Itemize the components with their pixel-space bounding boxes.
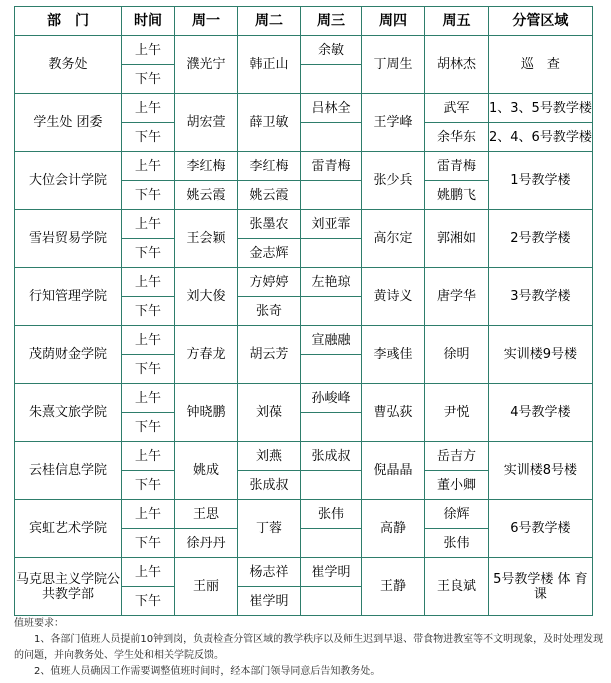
mon-cell: 濮光宁: [175, 36, 238, 94]
mon-cell: 胡宏萱: [175, 94, 238, 152]
wed-am-cell: 雷青梅: [301, 152, 362, 181]
mon-cell: 刘大俊: [175, 268, 238, 326]
mon-pm-cell: 徐丹丹: [175, 529, 238, 558]
time-pm: 下午: [122, 355, 175, 384]
time-pm: 下午: [122, 123, 175, 152]
time-am: 上午: [122, 500, 175, 529]
dept-name: 宾虹艺术学院: [15, 500, 122, 558]
tue-pm-cell: 姚云霞: [238, 181, 301, 210]
dept-name: 雪岩贸易学院: [15, 210, 122, 268]
time-pm: 下午: [122, 529, 175, 558]
time-am: 上午: [122, 442, 175, 471]
dept-name: 教务处: [15, 36, 122, 94]
time-am: 上午: [122, 36, 175, 65]
time-am: 上午: [122, 384, 175, 413]
wed-am-cell: 左艳琼: [301, 268, 362, 297]
time-am: 上午: [122, 326, 175, 355]
fri-am-cell: 徐辉: [425, 500, 489, 529]
tue-cell: 刘葆: [238, 384, 301, 442]
notes-title: 值班要求：: [14, 618, 64, 629]
tue-am-cell: 杨志祥: [238, 558, 301, 587]
dept-name: 马克思主义学院公共教学部: [15, 558, 122, 616]
time-pm: 下午: [122, 471, 175, 500]
time-am: 上午: [122, 94, 175, 123]
header-thu: 周四: [362, 7, 425, 36]
thu-cell: 丁周生: [362, 36, 425, 94]
wed-pm-cell: [301, 65, 362, 94]
mon-cell: 王丽: [175, 558, 238, 616]
time-am: 上午: [122, 210, 175, 239]
tue-am-cell: 张墨农: [238, 210, 301, 239]
wed-am-cell: 余敏: [301, 36, 362, 65]
wed-pm-cell: [301, 471, 362, 500]
fri-pm-cell: 姚鹏飞: [425, 181, 489, 210]
tue-am-cell: 方婷婷: [238, 268, 301, 297]
area-cell: 5号教学楼 体 育 课: [489, 558, 593, 616]
dept-name: 学生处 团委: [15, 94, 122, 152]
table-row: [15, 36, 593, 65]
fri-pm-cell: 张伟: [425, 529, 489, 558]
wed-pm-cell: [301, 239, 362, 268]
thu-cell: 王静: [362, 558, 425, 616]
table-row: [15, 152, 593, 181]
tue-cell: 薛卫敏: [238, 94, 301, 152]
fri-cell: 胡林杰: [425, 36, 489, 94]
wed-am-cell: 刘亚霏: [301, 210, 362, 239]
time-pm: 下午: [122, 297, 175, 326]
area-cell: 实训楼9号楼: [489, 326, 593, 384]
time-am: 上午: [122, 152, 175, 181]
notes-item-2: 2、值班人员确因工作需要调整值班时间时，经本部门领导同意后告知教务处。: [34, 666, 381, 677]
header-mon: 周一: [175, 7, 238, 36]
time-pm: 下午: [122, 413, 175, 442]
mon-cell: 姚成: [175, 442, 238, 500]
table-row: [15, 558, 593, 587]
area-cell: 1号教学楼: [489, 152, 593, 210]
fri-cell: 唐学华: [425, 268, 489, 326]
wed-am-cell: 张成叔: [301, 442, 362, 471]
thu-cell: 倪晶晶: [362, 442, 425, 500]
fri-cell: 郭湘如: [425, 210, 489, 268]
header-wed: 周三: [301, 7, 362, 36]
thu-cell: 高尔定: [362, 210, 425, 268]
dept-name: 行知管理学院: [15, 268, 122, 326]
time-pm: 下午: [122, 239, 175, 268]
fri-am-cell: 岳吉方: [425, 442, 489, 471]
wed-pm-cell: [301, 297, 362, 326]
time-pm: 下午: [122, 65, 175, 94]
fri-pm-cell: 余华东: [425, 123, 489, 152]
mon-am-cell: 王思: [175, 500, 238, 529]
table-row: [15, 500, 593, 529]
wed-pm-cell: [301, 123, 362, 152]
thu-cell: 曹弘荻: [362, 384, 425, 442]
dept-name: 大位会计学院: [15, 152, 122, 210]
area-cell: 3号教学楼: [489, 268, 593, 326]
mon-pm-cell: 姚云霞: [175, 181, 238, 210]
fri-cell: 王良斌: [425, 558, 489, 616]
wed-am-cell: 张伟: [301, 500, 362, 529]
thu-cell: 黄诗义: [362, 268, 425, 326]
tue-am-cell: 刘燕: [238, 442, 301, 471]
time-pm: 下午: [122, 181, 175, 210]
header-row: [15, 7, 593, 36]
time-am: 上午: [122, 268, 175, 297]
tue-am-cell: 李红梅: [238, 152, 301, 181]
wed-pm-cell: [301, 181, 362, 210]
area-cell: 2号教学楼: [489, 210, 593, 268]
dept-name: 朱熹文旅学院: [15, 384, 122, 442]
fri-pm-cell: 董小卿: [425, 471, 489, 500]
tue-cell: 丁蓉: [238, 500, 301, 558]
area-cell: 4号教学楼: [489, 384, 593, 442]
tue-pm-cell: 金志辉: [238, 239, 301, 268]
tue-cell: 韩正山: [238, 36, 301, 94]
header-fri: 周五: [425, 7, 489, 36]
area-am-cell: 1、3、5号教学楼: [489, 94, 593, 123]
tue-pm-cell: 崔学明: [238, 587, 301, 616]
thu-cell: 张少兵: [362, 152, 425, 210]
thu-cell: 高静: [362, 500, 425, 558]
notes-item-1: 1、各部门值班人员提前10钟到岗，负责检查分管区域的教学秩序以及师生迟到早退、带食物进教室等不文明现象，及时处理发现的问题，并向教务处、学生处和相关学院反馈。: [14, 634, 604, 661]
header-area: 分管区域: [489, 7, 593, 36]
header-time: 时间: [122, 7, 175, 36]
mon-cell: 方春龙: [175, 326, 238, 384]
wed-pm-cell: [301, 413, 362, 442]
area-cell: 实训楼8号楼: [489, 442, 593, 500]
area-cell: 6号教学楼: [489, 500, 593, 558]
mon-am-cell: 李红梅: [175, 152, 238, 181]
wed-am-cell: 宣融融: [301, 326, 362, 355]
duty-table: [14, 6, 593, 616]
time-pm: 下午: [122, 587, 175, 616]
thu-cell: 王学峰: [362, 94, 425, 152]
dept-name: 云桂信息学院: [15, 442, 122, 500]
table-row: [15, 94, 593, 123]
table-row: [15, 210, 593, 239]
area-pm-cell: 2、4、6号教学楼: [489, 123, 593, 152]
tue-pm-cell: 张奇: [238, 297, 301, 326]
mon-cell: 钟晓鹏: [175, 384, 238, 442]
wed-pm-cell: [301, 587, 362, 616]
dept-name: 茂荫财金学院: [15, 326, 122, 384]
area-cell: 巡 查: [489, 36, 593, 94]
mon-cell: 王会颖: [175, 210, 238, 268]
wed-am-cell: 崔学明: [301, 558, 362, 587]
table-row: [15, 268, 593, 297]
thu-cell: 李彧佳: [362, 326, 425, 384]
fri-am-cell: 武军: [425, 94, 489, 123]
header-dept: 部 门: [15, 7, 122, 36]
table-row: [15, 326, 593, 355]
wed-pm-cell: [301, 355, 362, 384]
table-row: [15, 442, 593, 471]
duty-notes: [14, 616, 606, 680]
wed-pm-cell: [301, 529, 362, 558]
wed-am-cell: 孙峻峰: [301, 384, 362, 413]
fri-cell: 尹悦: [425, 384, 489, 442]
tue-pm-cell: 张成叔: [238, 471, 301, 500]
header-tue: 周二: [238, 7, 301, 36]
table-row: [15, 384, 593, 413]
tue-cell: 胡云芳: [238, 326, 301, 384]
wed-am-cell: 吕林全: [301, 94, 362, 123]
fri-cell: 徐明: [425, 326, 489, 384]
time-am: 上午: [122, 558, 175, 587]
fri-am-cell: 雷青梅: [425, 152, 489, 181]
